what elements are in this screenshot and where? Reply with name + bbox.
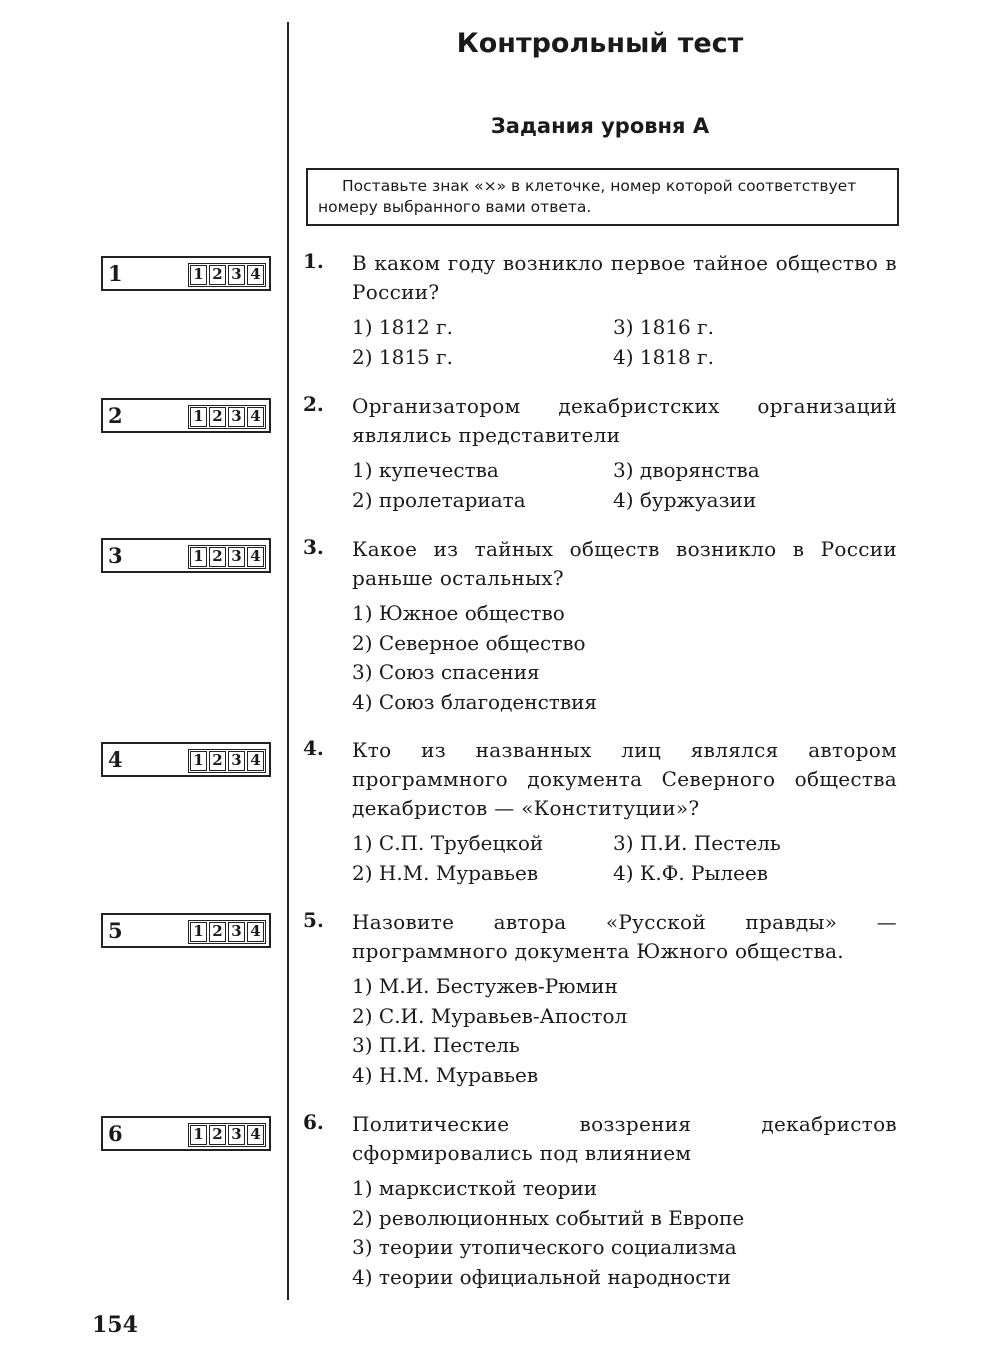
answer-box-5 — [101, 913, 271, 948]
page-number: 154 — [92, 1312, 138, 1338]
answer-cell[interactable]: 1 — [190, 751, 207, 771]
answer-cell[interactable]: 4 — [247, 265, 264, 285]
option: 1) С.П. Трубецкой — [352, 831, 544, 855]
option: 3) П.И. Пестель — [613, 831, 781, 855]
answer-cell[interactable]: 3 — [228, 547, 245, 567]
options-list — [352, 599, 897, 717]
answer-cells — [188, 920, 266, 944]
answer-box-number: 4 — [108, 747, 123, 772]
answer-cells — [188, 1123, 266, 1147]
answer-cell[interactable]: 1 — [190, 265, 207, 285]
question-number: 2. — [303, 392, 324, 416]
option: 2) пролетариата — [352, 487, 526, 512]
answer-cell[interactable]: 2 — [209, 922, 226, 942]
answer-cell[interactable]: 1 — [190, 922, 207, 942]
option: 1) марксисткой теории — [352, 1176, 598, 1200]
question-number: 5. — [303, 908, 324, 932]
answer-cell[interactable]: 3 — [228, 1125, 245, 1145]
option: 3) теории утопического социализма — [352, 1235, 737, 1259]
option: 2) С.И. Муравьев-Апостол — [352, 1003, 628, 1028]
answer-cell[interactable]: 4 — [247, 547, 264, 567]
instruction-box: Поставьте знак «×» в клеточке, номер которой соответствует номеру выбранного вами ответа. — [306, 168, 899, 226]
question-text: Кто из названных лиц являлся автором программного документа Северного общества декабристов — «Конституции»? — [352, 738, 897, 820]
answer-cells — [188, 263, 266, 287]
answer-box-4 — [101, 742, 271, 777]
answer-cell[interactable]: 2 — [209, 265, 226, 285]
section-subtitle: Задания уровня А — [490, 114, 710, 138]
answer-cell[interactable]: 4 — [247, 751, 264, 771]
answer-cell[interactable]: 4 — [247, 407, 264, 427]
question-text: Политические воззрения декабристов сформировались под влиянием — [352, 1112, 897, 1165]
answer-box-3 — [101, 538, 271, 573]
answer-cell[interactable]: 3 — [228, 407, 245, 427]
option: 2) революционных событий в Европе — [352, 1205, 745, 1230]
option: 4) буржуазии — [613, 487, 757, 512]
option: 3) Союз спасения — [352, 660, 540, 684]
option: 1) 1812 г. — [352, 315, 453, 339]
answer-box-number: 5 — [108, 918, 123, 943]
answer-box-number: 2 — [108, 403, 123, 428]
answer-cell[interactable]: 3 — [228, 265, 245, 285]
question-6 — [303, 1110, 897, 1292]
question-5 — [303, 908, 897, 1090]
answer-cells — [188, 405, 266, 429]
option: 2) Северное общество — [352, 630, 586, 655]
answer-box-6 — [101, 1116, 271, 1151]
options-list — [352, 313, 897, 372]
option: 1) Южное общество — [352, 601, 565, 625]
answer-cells — [188, 545, 266, 569]
answer-cell[interactable]: 2 — [209, 547, 226, 567]
answer-cell[interactable]: 3 — [228, 922, 245, 942]
answer-box-number: 6 — [108, 1121, 123, 1146]
question-2 — [303, 392, 897, 515]
options-list — [352, 1174, 897, 1292]
answer-cell[interactable]: 1 — [190, 1125, 207, 1145]
question-text: Назовите автора «Русской правды» — программного документа Южного общества. — [352, 910, 897, 963]
answer-cell[interactable]: 1 — [190, 547, 207, 567]
question-text: В каком году возникло первое тайное общество в России? — [352, 251, 897, 304]
option: 4) 1818 г. — [613, 344, 714, 369]
option: 3) дворянства — [613, 458, 760, 482]
answer-cell[interactable]: 3 — [228, 751, 245, 771]
answer-cell[interactable]: 1 — [190, 407, 207, 427]
question-number: 3. — [303, 535, 324, 559]
question-number: 4. — [303, 736, 324, 760]
answer-cells — [188, 749, 266, 773]
option: 4) Союз благоденствия — [352, 689, 598, 714]
options-list — [352, 829, 897, 888]
option: 4) Н.М. Муравьев — [352, 1062, 539, 1087]
question-text: Какое из тайных обществ возникло в России раньше остальных? — [352, 537, 897, 590]
answer-cell[interactable]: 2 — [209, 751, 226, 771]
question-3 — [303, 535, 897, 717]
answer-cell[interactable]: 2 — [209, 407, 226, 427]
answer-box-2 — [101, 398, 271, 433]
option: 4) теории официальной народности — [352, 1264, 731, 1289]
question-number: 1. — [303, 249, 324, 273]
option: 2) Н.М. Муравьев — [352, 860, 539, 885]
option: 3) 1816 г. — [613, 315, 714, 339]
answer-box-1 — [101, 256, 271, 291]
question-text: Организатором декабристских организаций являлись представители — [352, 394, 897, 447]
answer-box-number: 1 — [108, 261, 123, 286]
option: 1) купечества — [352, 458, 499, 482]
page-title: Контрольный тест — [456, 28, 744, 59]
option: 2) 1815 г. — [352, 344, 453, 369]
options-list — [352, 456, 897, 515]
question-4 — [303, 736, 897, 888]
question-number: 6. — [303, 1110, 324, 1134]
options-list — [352, 972, 897, 1090]
vertical-divider — [287, 22, 289, 1300]
answer-cell[interactable]: 4 — [247, 922, 264, 942]
option: 3) П.И. Пестель — [352, 1033, 520, 1057]
question-1 — [303, 249, 897, 372]
option: 1) М.И. Бестужев-Рюмин — [352, 974, 618, 998]
answer-box-number: 3 — [108, 543, 123, 568]
answer-cell[interactable]: 4 — [247, 1125, 264, 1145]
answer-cell[interactable]: 2 — [209, 1125, 226, 1145]
option: 4) К.Ф. Рылеев — [613, 860, 769, 885]
